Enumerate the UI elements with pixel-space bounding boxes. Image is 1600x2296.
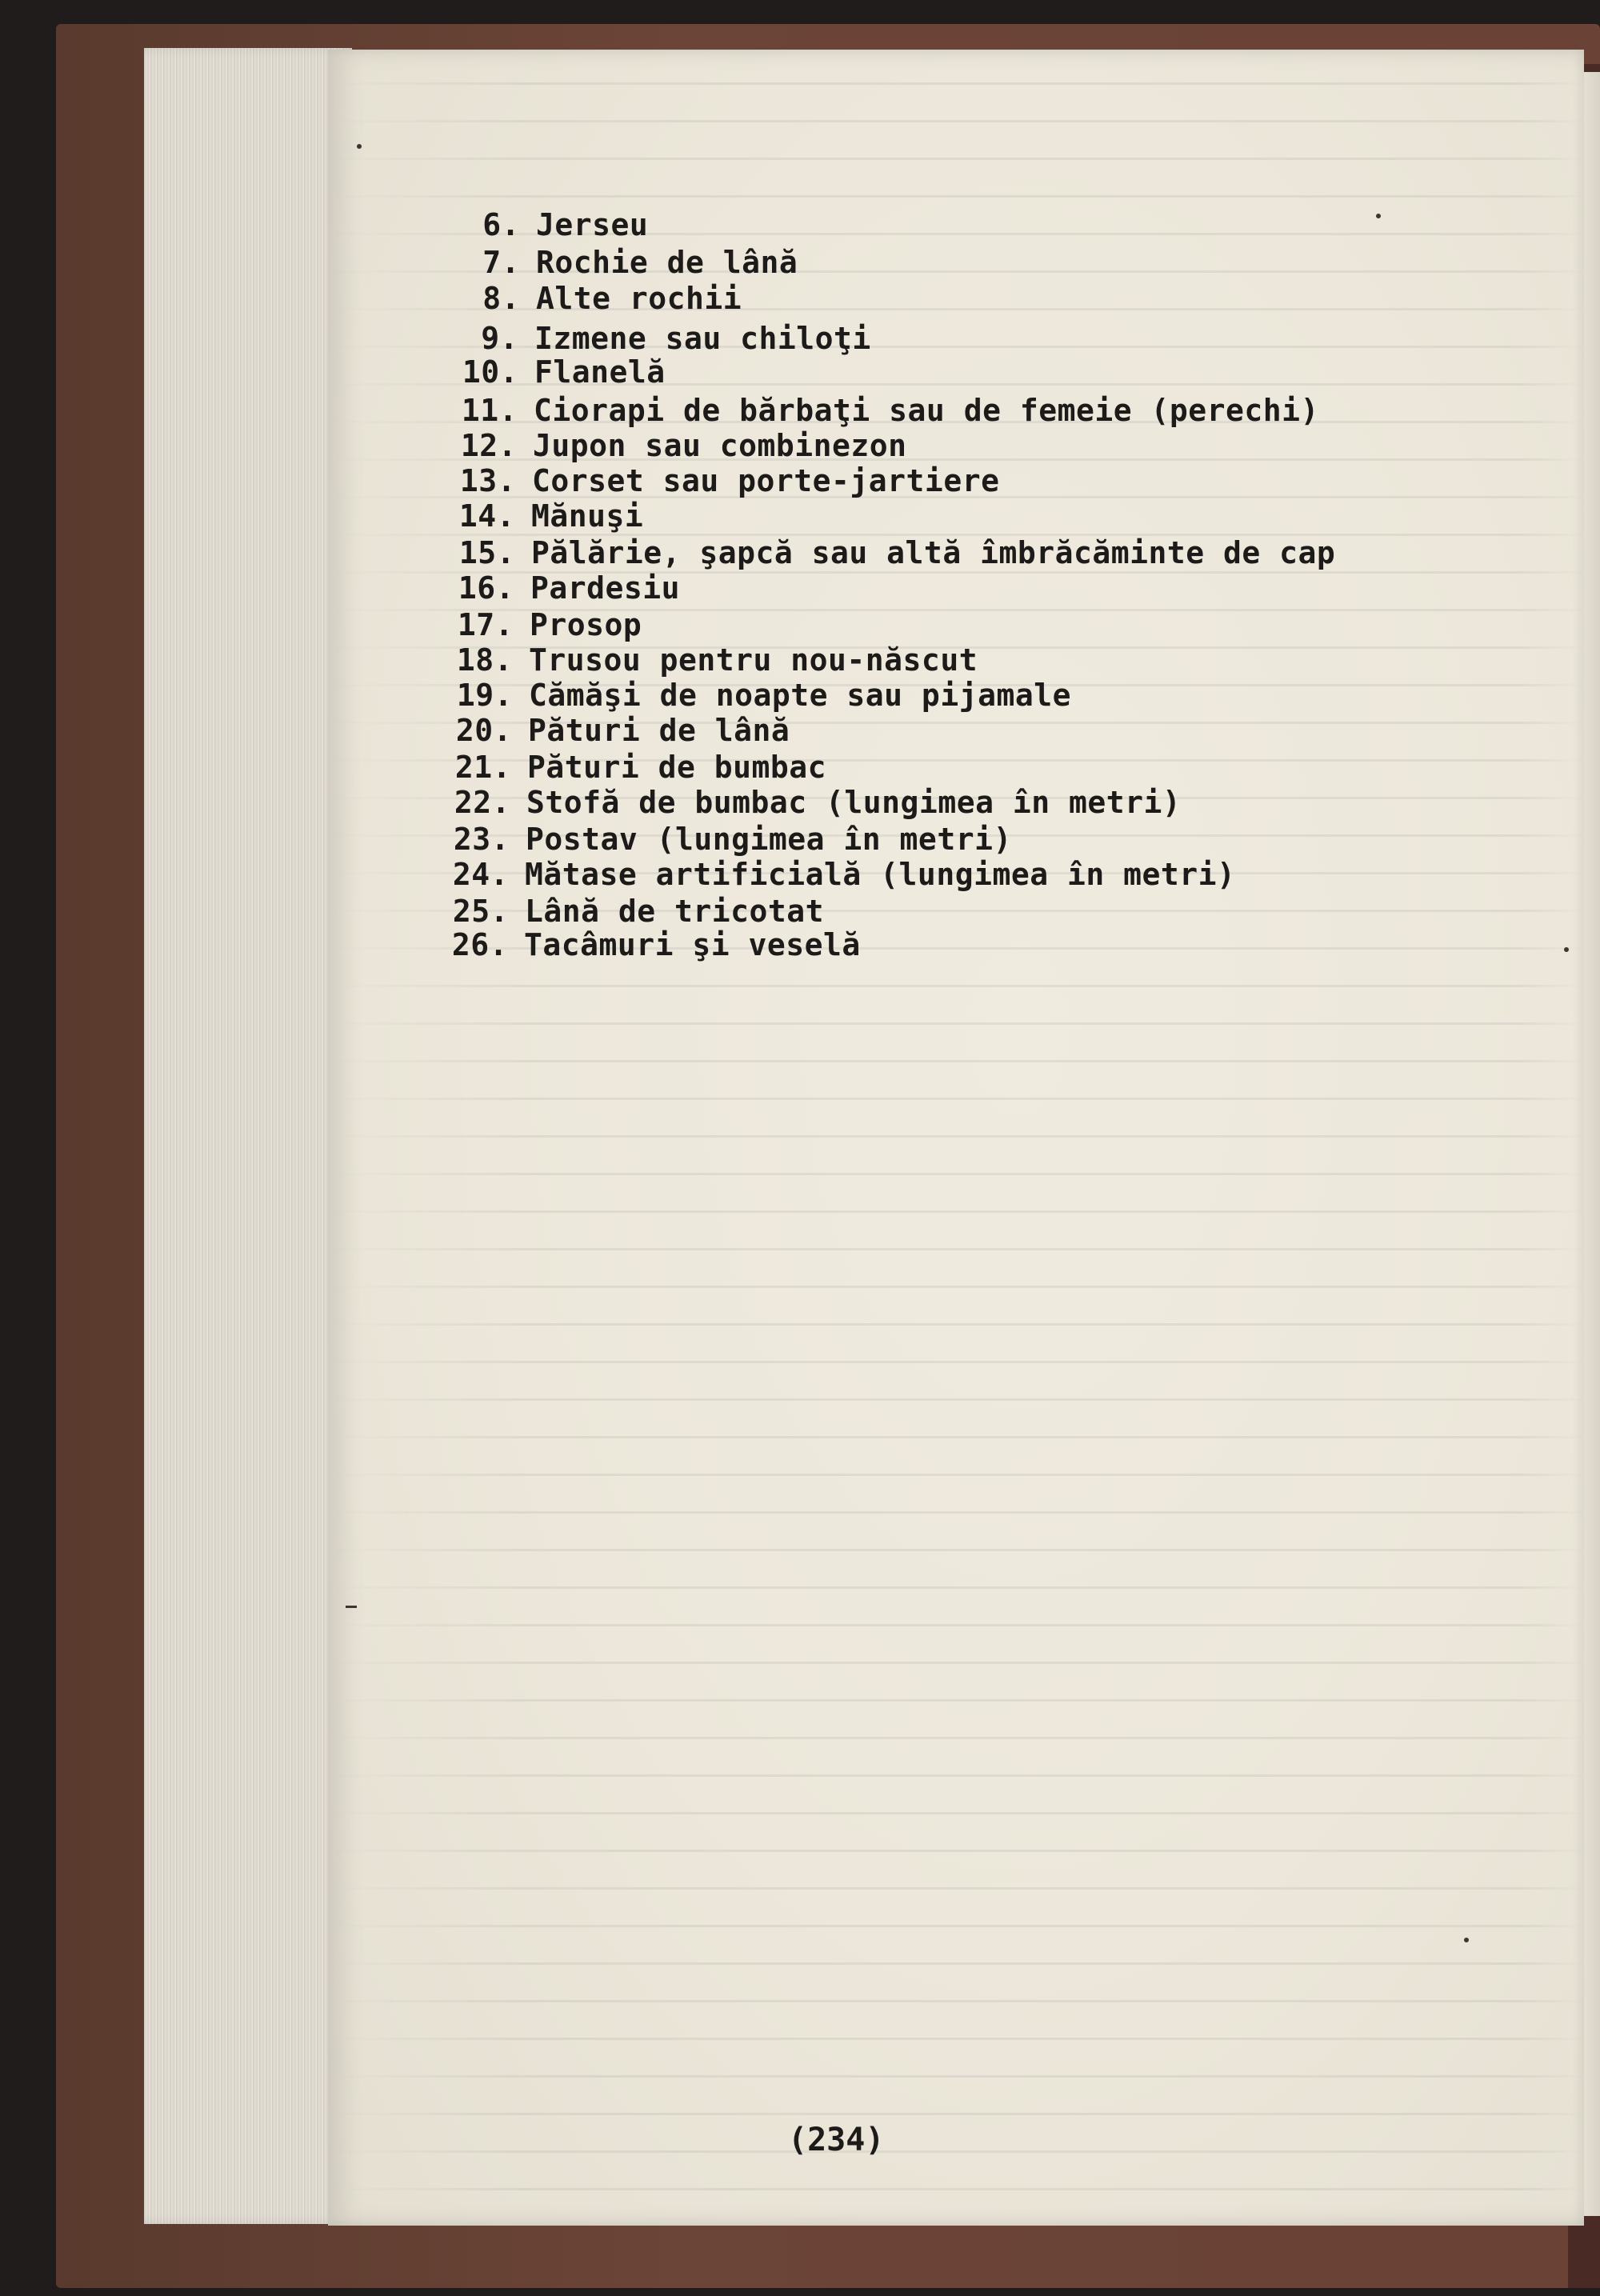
item-text: Pălărie, şapcă sau altă îmbrăcăminte de cap	[531, 535, 1336, 570]
item-number: 14.	[458, 498, 515, 534]
page-number: (234)	[788, 2122, 885, 2158]
margin-mark	[346, 1606, 357, 1608]
item-text: Pături de lână	[528, 713, 790, 748]
item-text: Corset sau porte-jartiere	[532, 463, 1000, 498]
item-text: Mănuşi	[531, 498, 644, 534]
item-number: 11.	[461, 393, 518, 428]
item-number: 7.	[482, 245, 520, 280]
item-text: Pardesiu	[530, 570, 681, 606]
speck-mark	[1376, 214, 1381, 218]
item-number: 15.	[458, 535, 515, 570]
item-text: Trusou pentru nou-născut	[529, 642, 978, 678]
item-number: 17.	[457, 607, 514, 642]
item-number: 6.	[482, 207, 520, 242]
item-number: 12.	[460, 428, 517, 463]
page-stack	[144, 48, 352, 2224]
item-text: Tacâmuri şi veselă	[524, 927, 861, 962]
item-text: Mătase artificială (lungimea în metri)	[525, 857, 1236, 892]
item-number: 21.	[454, 750, 511, 785]
item-number: 20.	[455, 713, 512, 748]
item-text: Flanelă	[534, 354, 666, 390]
item-number: 9.	[481, 321, 518, 356]
item-number: 22.	[454, 785, 510, 820]
item-text: Cămăşi de noapte sau pijamale	[529, 678, 1071, 713]
item-text: Lână de tricotat	[525, 894, 825, 929]
item-number: 24.	[452, 857, 509, 892]
item-text: Stofă de bumbac (lungimea în metri)	[526, 785, 1182, 820]
item-number: 13.	[459, 463, 516, 498]
item-text: Jupon sau combinezon	[533, 428, 907, 463]
item-number: 25.	[452, 894, 509, 929]
speck-mark	[1564, 947, 1569, 952]
item-text: Prosop	[530, 607, 642, 642]
item-text: Rochie de lână	[536, 245, 798, 280]
item-number: 19.	[456, 678, 513, 713]
item-text: Ciorapi de bărbaţi sau de femeie (perechi)	[534, 393, 1319, 428]
item-number: 18.	[456, 642, 513, 678]
item-number: 23.	[453, 822, 510, 857]
item-list	[328, 50, 1584, 2226]
item-text: Alte rochii	[536, 281, 742, 316]
document-page	[328, 50, 1584, 2226]
speck-mark	[357, 144, 362, 149]
speck-mark	[1464, 1938, 1469, 1942]
item-number: 16.	[458, 570, 514, 606]
item-text: Pături de bumbac	[527, 750, 827, 785]
item-text: Jerseu	[536, 207, 649, 242]
item-number: 26.	[451, 927, 508, 962]
item-text: Postav (lungimea în metri)	[526, 822, 1012, 857]
item-number: 10.	[462, 354, 518, 390]
item-text: Izmene sau chiloţi	[534, 321, 871, 356]
item-number: 8.	[482, 281, 520, 316]
